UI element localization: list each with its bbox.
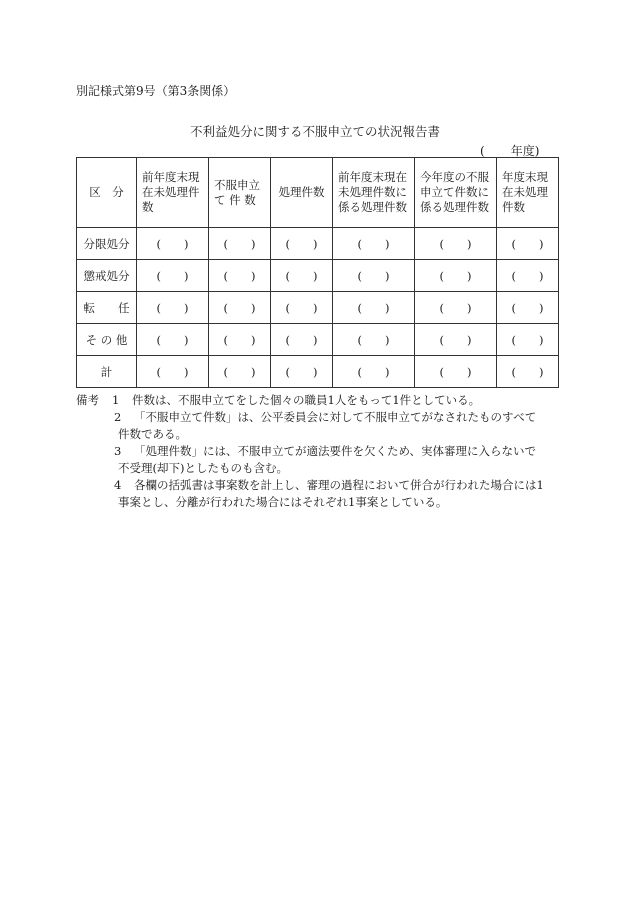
- table-cell: ( ): [137, 228, 209, 260]
- remark-number: 3: [114, 444, 122, 458]
- appeal-status-table: [76, 157, 559, 388]
- table-cell: ( ): [137, 260, 209, 292]
- remark-continuation: 事案とし、分離が行われた場合にはそれぞれ1事案としている。: [118, 495, 448, 509]
- table-cell: ( ): [497, 356, 559, 388]
- table-cell: ( ): [333, 228, 415, 260]
- header-category: 区 分: [77, 158, 137, 228]
- header-processed-curr: [415, 158, 497, 228]
- table-header-row: [77, 158, 559, 228]
- remark-number: 1: [112, 393, 120, 407]
- table-cell: ( ): [497, 324, 559, 356]
- header-line: 件数: [502, 200, 525, 214]
- header-end-pending: [497, 158, 559, 228]
- document-title: 不利益処分に関する不服申立ての状況報告書: [189, 124, 440, 139]
- table-cell: ( ): [497, 292, 559, 324]
- table-row: [77, 324, 559, 356]
- year-open-paren: (: [480, 144, 485, 158]
- table-cell: ( ): [271, 260, 333, 292]
- header-line: 申立て件数に: [420, 185, 489, 199]
- remark-item: [76, 392, 566, 409]
- remarks-prefix: 備考: [76, 393, 99, 407]
- header-line: 未処理件数に: [338, 185, 407, 199]
- table-cell: ( ): [271, 228, 333, 260]
- table-cell: ( ): [497, 260, 559, 292]
- table-cell: ( ): [209, 356, 271, 388]
- remark-continuation: 件数である。: [118, 427, 187, 441]
- table-row: [77, 292, 559, 324]
- row-label-disciplinary-status: 分限処分: [77, 228, 137, 260]
- row-label-total: 計: [77, 356, 137, 388]
- table-row: [77, 356, 559, 388]
- table-cell: ( ): [271, 324, 333, 356]
- remark-number: 2: [114, 410, 122, 424]
- table-cell: ( ): [137, 292, 209, 324]
- table-cell: ( ): [333, 292, 415, 324]
- table-cell: ( ): [209, 292, 271, 324]
- table-cell: ( ): [209, 228, 271, 260]
- header-line: 係る処理件数: [338, 200, 407, 214]
- header-line: 今年度の不服: [420, 170, 489, 184]
- row-label-disciplinary-action: 懲戒処分: [77, 260, 137, 292]
- header-processed: [271, 158, 333, 228]
- header-line: 在未処理: [502, 185, 548, 199]
- remarks-section: [76, 392, 566, 511]
- year-suffix: 年度): [510, 144, 540, 158]
- remark-text: 各欄の括弧書は事案数を計上し、審理の過程において併合が行われた場合には1: [134, 478, 544, 492]
- table-cell: ( ): [271, 356, 333, 388]
- remark-text: 「不服申立て件数」は、公平委員会に対して不服申立てがなされたものすべて: [134, 410, 537, 424]
- remark-number: 4: [114, 478, 122, 492]
- table-cell: ( ): [415, 260, 497, 292]
- table-cell: ( ): [271, 292, 333, 324]
- table-row: [77, 228, 559, 260]
- remark-continuation: 不受理(却下)としたものも含む。: [118, 461, 288, 475]
- row-label-other: そ の 他: [77, 324, 137, 356]
- header-appeals: [209, 158, 271, 228]
- table-cell: ( ): [497, 228, 559, 260]
- table-cell: ( ): [209, 260, 271, 292]
- header-line: 前年度末現在: [338, 170, 407, 184]
- header-line: 前年度末現: [142, 170, 200, 184]
- row-label-transfer: 転 任: [77, 292, 137, 324]
- remark-item: [76, 409, 566, 426]
- header-line: 在未処理件: [142, 185, 200, 199]
- table-row: [77, 260, 559, 292]
- table-cell: ( ): [333, 324, 415, 356]
- table-cell: ( ): [137, 356, 209, 388]
- header-processed-prev: [333, 158, 415, 228]
- remark-text: 件数は、不服申立てをした個々の職員1人をもって1件としている。: [132, 393, 481, 407]
- header-line: 数: [142, 200, 154, 214]
- table-cell: ( ): [415, 228, 497, 260]
- header-line: て 件 数: [214, 192, 256, 207]
- form-number-label: 別記様式第9号（第3条関係）: [76, 84, 236, 98]
- remark-item: [76, 443, 566, 460]
- table-cell: ( ): [209, 324, 271, 356]
- table-cell: ( ): [333, 260, 415, 292]
- header-line: 処理件数: [278, 185, 325, 199]
- header-prev-pending: [137, 158, 209, 228]
- header-line: 年度末現: [502, 170, 548, 184]
- table-cell: ( ): [415, 292, 497, 324]
- table-cell: ( ): [415, 324, 497, 356]
- remark-text: 「処理件数」には、不服申立てが適法要件を欠くため、実体審理に入らないで: [134, 444, 537, 458]
- header-line: 係る処理件数: [420, 200, 489, 214]
- table-cell: ( ): [415, 356, 497, 388]
- remark-item: [76, 477, 566, 494]
- table-cell: ( ): [137, 324, 209, 356]
- header-line: 不服申立: [214, 177, 260, 192]
- table-cell: ( ): [333, 356, 415, 388]
